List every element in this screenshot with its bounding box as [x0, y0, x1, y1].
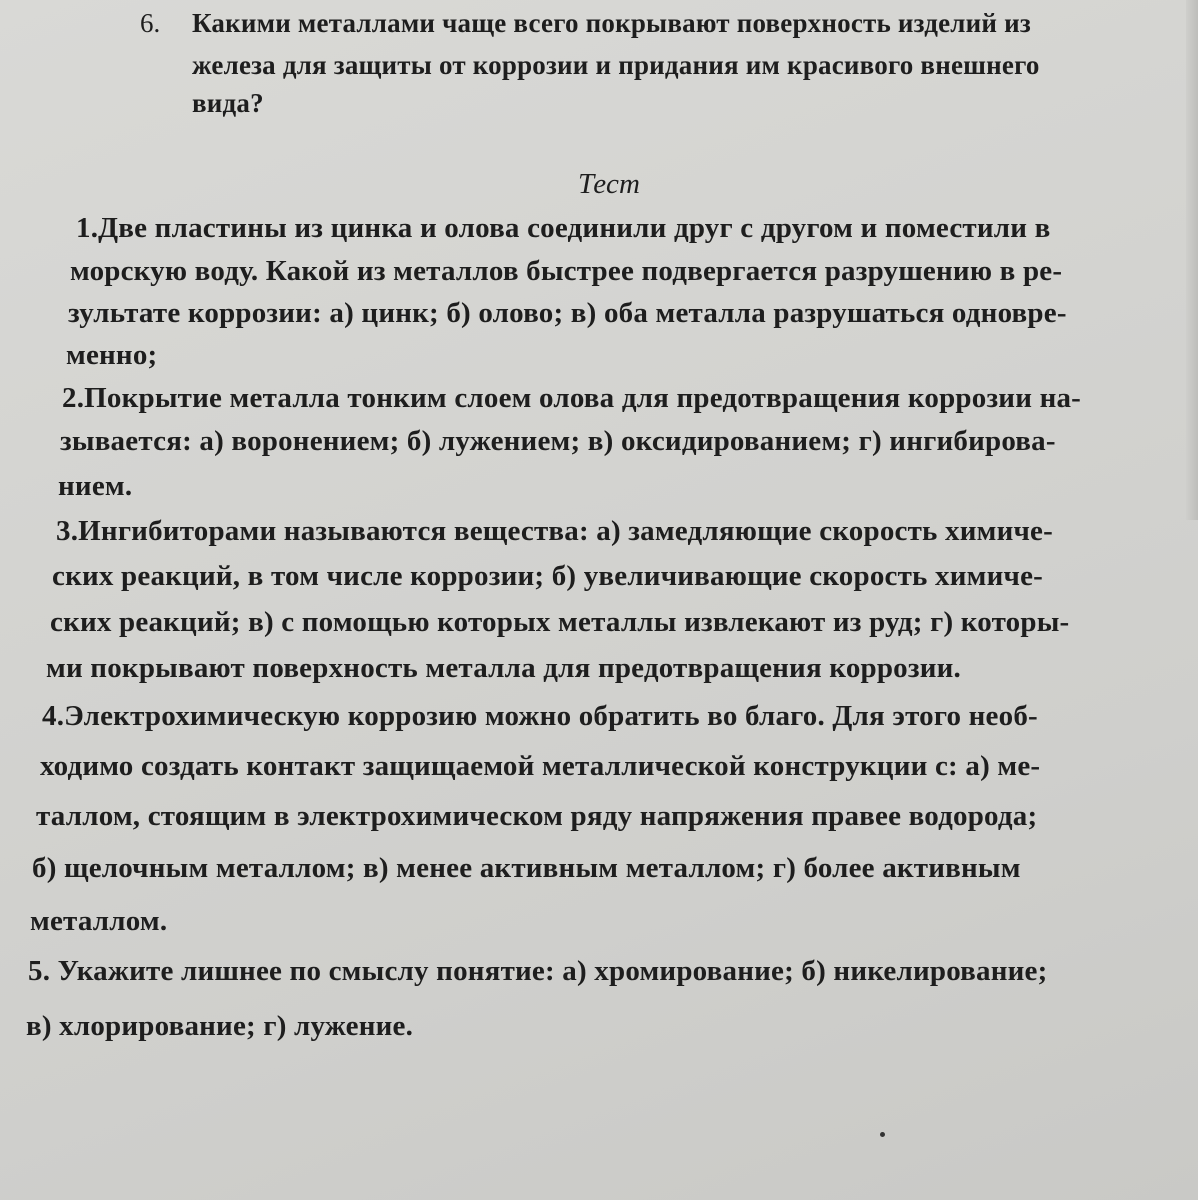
- test-line-11: ми покрывают поверхность металла для предотвращения коррозии.: [46, 652, 962, 684]
- test-line-6: зывается: а) воронением; б) лужением; в) оксидированием; г) ингибирова-: [60, 425, 1056, 457]
- test-line-3: зультате коррозии: а) цинк; б) олово; в) оба металла разрушаться одновре-: [68, 297, 1067, 329]
- test-line-10: ских реакций; в) с помощью которых металлы извлекают из руд; г) которы-: [50, 606, 1070, 638]
- test-line-4: менно;: [66, 339, 158, 371]
- test-line-12: 4.Электрохимическую коррозию можно обратить во благо. Для этого необ-: [42, 700, 1038, 732]
- test-line-8: 3.Ингибиторами называются вещества: а) замедляющие скорость химиче-: [56, 515, 1053, 547]
- test-line-17: 5. Укажите лишнее по смыслу понятие: а) хромирование; б) никелирование;: [28, 955, 1048, 987]
- test-line-1: 1.Две пластины из цинка и олова соединили друг с другом и поместили в: [76, 212, 1051, 244]
- test-line-7: нием.: [58, 470, 133, 502]
- test-line-2: морскую воду. Какой из металлов быстрее подвергается разрушению в ре-: [70, 255, 1063, 287]
- test-line-15: б) щелочным металлом; в) менее активным металлом; г) более активным: [32, 852, 1021, 884]
- test-line-16: металлом.: [30, 905, 168, 937]
- question-6-line-2: железа для защиты от коррозии и придания им красивого внешнего: [192, 50, 1040, 80]
- question-6-line-1: Какими металлами чаще всего покрывают поверхность изделий из: [192, 8, 1031, 38]
- question-6-line-3: вида?: [192, 88, 264, 118]
- test-line-14: таллом, стоящим в электрохимическом ряду напряжения правее водорода;: [36, 800, 1038, 832]
- test-line-13: ходимо создать контакт защищаемой металлической конструкции с: а) ме-: [40, 750, 1041, 782]
- ink-dot: [880, 1132, 885, 1137]
- test-line-5: 2.Покрытие металла тонким слоем олова для предотвращения коррозии на-: [62, 382, 1082, 414]
- question-6-number: 6.: [140, 8, 161, 38]
- paper-edge: [1186, 0, 1198, 520]
- test-line-9: ских реакций, в том числе коррозии; б) увеличивающие скорость химиче-: [52, 560, 1043, 592]
- test-line-18: в) хлорирование; г) лужение.: [26, 1010, 414, 1042]
- test-title: Тест: [578, 168, 641, 200]
